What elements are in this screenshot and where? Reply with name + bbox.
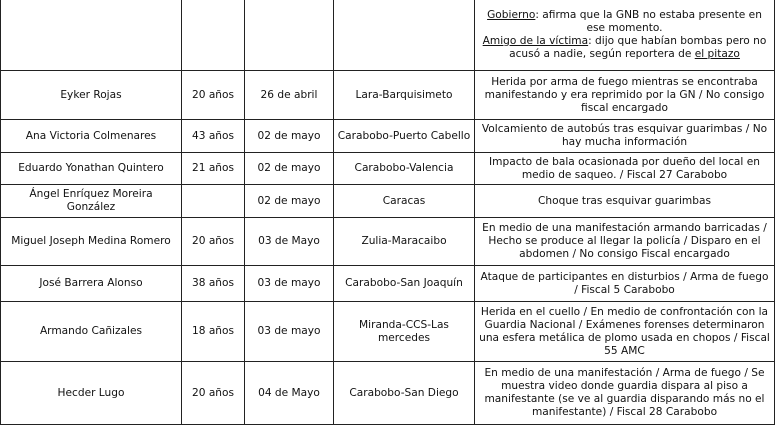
table-row [1,185,775,218]
date-cell: 02 de mayo [245,120,334,153]
date-cell: 03 de mayo [245,302,334,362]
description-cell: Impacto de bala ocasionada por dueño del local en medio de saqueo. / Fiscal 27 Carabobo [475,153,775,185]
description-cell: Herida por arma de fuego mientras se encontraba manifestando y era reprimido por la GN / No consigo fiscal encargado [475,71,775,120]
age-cell: 43 años [182,120,245,153]
place-cell: Lara-Barquisimeto [334,71,475,120]
date-cell: 02 de mayo [245,153,334,185]
place-cell [334,0,475,71]
table-row [1,266,775,302]
description-cell: Volcamiento de autobús tras esquivar guarimbas / No hay mucha información [475,120,775,153]
date-cell: 03 de Mayo [245,218,334,266]
name-cell [1,0,182,71]
date-cell: 02 de mayo [245,185,334,218]
name-cell: Eduardo Yonathan Quintero [1,153,182,185]
age-cell: 21 años [182,153,245,185]
place-cell: Caracas [334,185,475,218]
date-cell [245,0,334,71]
name-cell: Ana Victoria Colmenares [1,120,182,153]
table-row [1,71,775,120]
place-cell: Carabobo-San Joaquín [334,266,475,302]
name-cell: Armando Cañizales [1,302,182,362]
name-cell: Ángel Enríquez Moreira González [1,185,182,218]
name-cell: José Barrera Alonso [1,266,182,302]
name-cell: Hecder Lugo [1,362,182,425]
age-cell [182,185,245,218]
age-cell: 38 años [182,266,245,302]
table-row [1,153,775,185]
age-cell [182,0,245,71]
date-cell: 04 de Mayo [245,362,334,425]
age-cell: 20 años [182,71,245,120]
place-cell: Carabobo-Valencia [334,153,475,185]
amigo-text: : dijo que habían bombas pero no acusó a nadie, según reportera de [509,34,767,60]
gobierno-label: Gobierno [487,8,536,21]
pitazo-link[interactable]: el pitazo [694,47,740,60]
place-cell: Zulia-Maracaibo [334,218,475,266]
table-row [1,362,775,425]
place-cell: Carabobo-San Diego [334,362,475,425]
gobierno-text: : afirma que la GNB no estaba presente en ese momento. [535,8,762,34]
amigo-label: Amigo de la víctima [482,34,589,47]
description-cell: Ataque de participantes en disturbios / Arma de fuego / Fiscal 5 Carabobo [475,266,775,302]
description-cell: Choque tras esquivar guarimbas [475,185,775,218]
place-cell: Miranda-CCS-Las mercedes [334,302,475,362]
age-cell: 20 años [182,218,245,266]
table-row [1,0,775,71]
name-cell: Miguel Joseph Medina Romero [1,218,182,266]
date-cell: 03 de mayo [245,266,334,302]
table-row [1,218,775,266]
table-row [1,302,775,362]
description-cell: En medio de una manifestación / Arma de fuego / Se muestra video donde guardia dispara al piso a manifestante (se ve al guardia disparando más no el manifestante) / Fiscal 28 Carabobo [475,362,775,425]
table-row [1,120,775,153]
place-cell: Carabobo-Puerto Cabello [334,120,475,153]
description-cell: Herida en el cuello / En medio de confrontación con la Guardia Nacional / Exámenes forenses determinaron una esfera metálica de plomo usada en chopos / Fiscal 55 AMC [475,302,775,362]
age-cell: 18 años [182,302,245,362]
name-cell: Eyker Rojas [1,71,182,120]
age-cell: 20 años [182,362,245,425]
description-cell: En medio de una manifestación armando barricadas / Hecho se produce al llegar la policía / Disparo en el abdomen / No consigo Fiscal encargado [475,218,775,266]
description-cell [475,0,775,71]
date-cell: 26 de abril [245,71,334,120]
